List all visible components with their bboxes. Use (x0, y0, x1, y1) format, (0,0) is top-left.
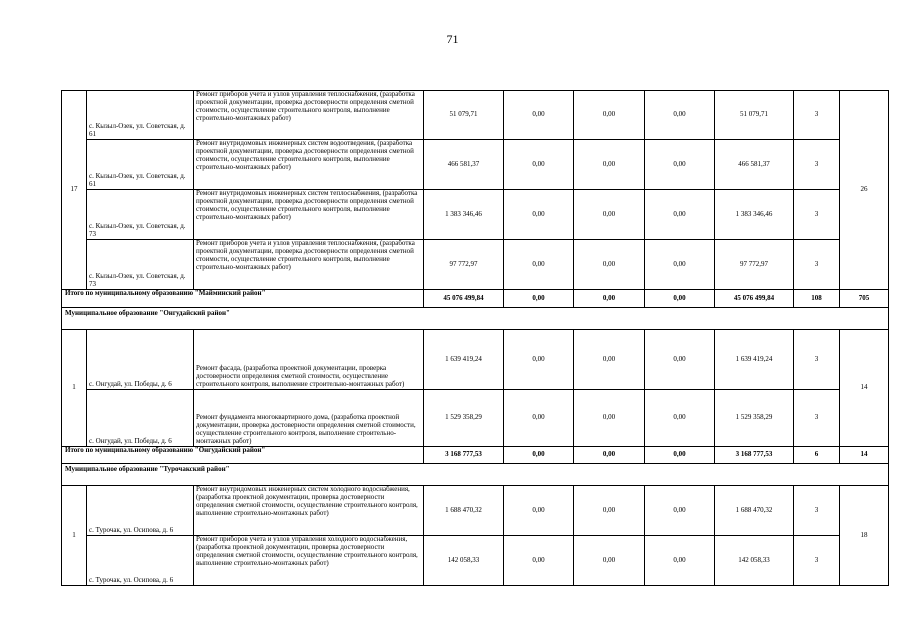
capital-repair-table (61, 90, 889, 586)
cost-cell: 97 772,97 (715, 240, 794, 290)
address-cell: с. Онгудай, ул. Победы, д. 6 (87, 330, 194, 390)
cost-cell: 0,00 (574, 330, 645, 390)
count-cell: 3 (794, 536, 840, 586)
cost-total-cell: 1 639 419,24 (424, 330, 504, 390)
subtotal-cell: 3 168 777,53 (715, 447, 794, 464)
municipality-title: Муниципальное образование "Онгудайский район" (62, 308, 889, 330)
subtotal-grand: 705 (840, 290, 889, 308)
cost-cell: 1 639 419,24 (715, 330, 794, 390)
work-description-cell: Ремонт фасада, (разработка проектной документации, проверка достоверности определения сметной стоимости, осуществление строительного контроля, выполнение строительно-монтажных работ) (194, 330, 424, 390)
work-description-cell: Ремонт приборов учета и узлов управления холодного водоснабжения, (разработка проектной документации, проверка достоверности определения сметной стоимости, осуществление строительного контроля, выполнение строительно-монтажных работ) (194, 536, 424, 586)
table-row (62, 140, 889, 190)
table-row (62, 390, 889, 447)
cost-cell: 0,00 (645, 240, 715, 290)
subtotal-grand: 14 (840, 447, 889, 464)
cost-total-cell: 97 772,97 (424, 240, 504, 290)
cost-total-cell: 466 581,37 (424, 140, 504, 190)
cost-cell: 0,00 (504, 486, 574, 536)
subtotal-cell: 0,00 (504, 447, 574, 464)
table-row (62, 91, 889, 140)
subtotal-cell: 45 076 499,84 (715, 290, 794, 308)
count-cell: 3 (794, 330, 840, 390)
subtotal-label: Итого по муниципальному образованию "Майминский район" (62, 290, 424, 308)
count-cell: 3 (794, 140, 840, 190)
count-cell: 3 (794, 91, 840, 140)
count-cell: 3 (794, 486, 840, 536)
subtotal-label: Итого по муниципальному образованию "Онгудайский район" (62, 447, 424, 464)
address-cell: с. Турочак, ул. Осипова, д. 6 (87, 486, 194, 536)
cost-cell: 0,00 (504, 140, 574, 190)
table-row (62, 240, 889, 290)
cost-cell: 0,00 (504, 240, 574, 290)
address-cell: с. Кызыл-Озек, ул. Советская, д. 73 (87, 240, 194, 290)
address-cell: с. Кызыл-Озек, ул. Советская, д. 61 (87, 91, 194, 140)
cost-cell: 0,00 (645, 536, 715, 586)
cost-cell: 0,00 (574, 140, 645, 190)
count-cell: 3 (794, 390, 840, 447)
cost-cell: 0,00 (574, 536, 645, 586)
subtotal-cell: 0,00 (645, 290, 715, 308)
table-row (62, 486, 889, 536)
municipality-title: Муниципальное образование "Турочакский район" (62, 464, 889, 486)
count-cell: 3 (794, 190, 840, 240)
subtotal-cell: 0,00 (574, 447, 645, 464)
subtotal-row (62, 290, 889, 308)
work-description-cell: Ремонт внутридомовых инженерных систем холодного водоснабжения, (разработка проектной документации, проверка достоверности определения сметной стоимости, осуществление строительного контроля, выполнение строительно-монтажных работ) (194, 486, 424, 536)
work-description-cell: Ремонт внутридомовых инженерных систем теплоснабжения, (разработка проектной документации, проверка достоверности определения сметной стоимости, осуществление строительного контроля, выполнение строительно-монтажных работ) (194, 190, 424, 240)
cost-cell: 0,00 (504, 390, 574, 447)
address-cell: с. Кызыл-Озек, ул. Советская, д. 61 (87, 140, 194, 190)
cost-cell: 1 383 346,46 (715, 190, 794, 240)
cost-cell: 0,00 (574, 190, 645, 240)
work-description-cell: Ремонт фундамента многоквартирного дома, (разработка проектной документации, проверка достоверности определения сметной стоимости, осуществление строительного контроля, выполнение строительно-монтажных работ) (194, 390, 424, 447)
cost-cell: 0,00 (574, 240, 645, 290)
cost-cell: 1 529 358,29 (715, 390, 794, 447)
group-index: 17 (62, 91, 87, 290)
address-cell: с. Турочак, ул. Осипова, д. 6 (87, 536, 194, 586)
cost-cell: 0,00 (574, 486, 645, 536)
cost-cell: 0,00 (645, 140, 715, 190)
group-index: 1 (62, 330, 87, 447)
cost-cell: 0,00 (645, 330, 715, 390)
subtotal-count: 6 (794, 447, 840, 464)
subtotal-cell: 0,00 (574, 290, 645, 308)
cost-cell: 0,00 (574, 390, 645, 447)
cost-cell: 0,00 (504, 330, 574, 390)
subtotal-cost: 3 168 777,53 (424, 447, 504, 464)
group-total-cell: 18 (840, 486, 889, 586)
municipality-header-row (62, 464, 889, 486)
subtotal-row (62, 447, 889, 464)
cost-total-cell: 1 383 346,46 (424, 190, 504, 240)
cost-cell: 0,00 (645, 190, 715, 240)
cost-total-cell: 142 058,33 (424, 536, 504, 586)
cost-cell: 466 581,37 (715, 140, 794, 190)
count-cell: 3 (794, 240, 840, 290)
cost-total-cell: 1 688 470,32 (424, 486, 504, 536)
cost-cell: 0,00 (504, 91, 574, 140)
cost-cell: 0,00 (645, 91, 715, 140)
work-description-cell: Ремонт приборов учета и узлов управления теплоснабжения, (разработка проектной документации, проверка достоверности определения сметной стоимости, осуществление строительного контроля, выполнение строительно-монтажных работ) (194, 240, 424, 290)
group-total-cell: 26 (840, 91, 889, 290)
cost-cell: 51 079,71 (715, 91, 794, 140)
address-cell: с. Онгудай, ул. Победы, д. 6 (87, 390, 194, 447)
table-row (62, 190, 889, 240)
cost-cell: 0,00 (645, 486, 715, 536)
table-row (62, 330, 889, 390)
cost-cell: 0,00 (645, 390, 715, 447)
subtotal-count: 108 (794, 290, 840, 308)
cost-cell: 0,00 (504, 536, 574, 586)
address-cell: с. Кызыл-Озек, ул. Советская, д. 73 (87, 190, 194, 240)
work-description-cell: Ремонт внутридомовых инженерных систем водоотведения, (разработка проектной документации, проверка достоверности определения сметной стоимости, осуществление строительного контроля, выполнение строительно-монтажных работ) (194, 140, 424, 190)
cost-total-cell: 1 529 358,29 (424, 390, 504, 447)
work-description-cell: Ремонт приборов учета и узлов управления теплоснабжения, (разработка проектной документации, проверка достоверности определения сметной стоимости, осуществление строительного контроля, выполнение строительно-монтажных работ) (194, 91, 424, 140)
cost-cell: 0,00 (574, 91, 645, 140)
subtotal-cell: 0,00 (504, 290, 574, 308)
cost-total-cell: 51 079,71 (424, 91, 504, 140)
page-number: 71 (446, 32, 459, 46)
subtotal-cost: 45 076 499,84 (424, 290, 504, 308)
subtotal-cell: 0,00 (645, 447, 715, 464)
cost-cell: 142 058,33 (715, 536, 794, 586)
municipality-header-row (62, 308, 889, 330)
cost-cell: 0,00 (504, 190, 574, 240)
cost-cell: 1 688 470,32 (715, 486, 794, 536)
group-total-cell: 14 (840, 330, 889, 447)
table-row (62, 536, 889, 586)
group-index: 1 (62, 486, 87, 586)
